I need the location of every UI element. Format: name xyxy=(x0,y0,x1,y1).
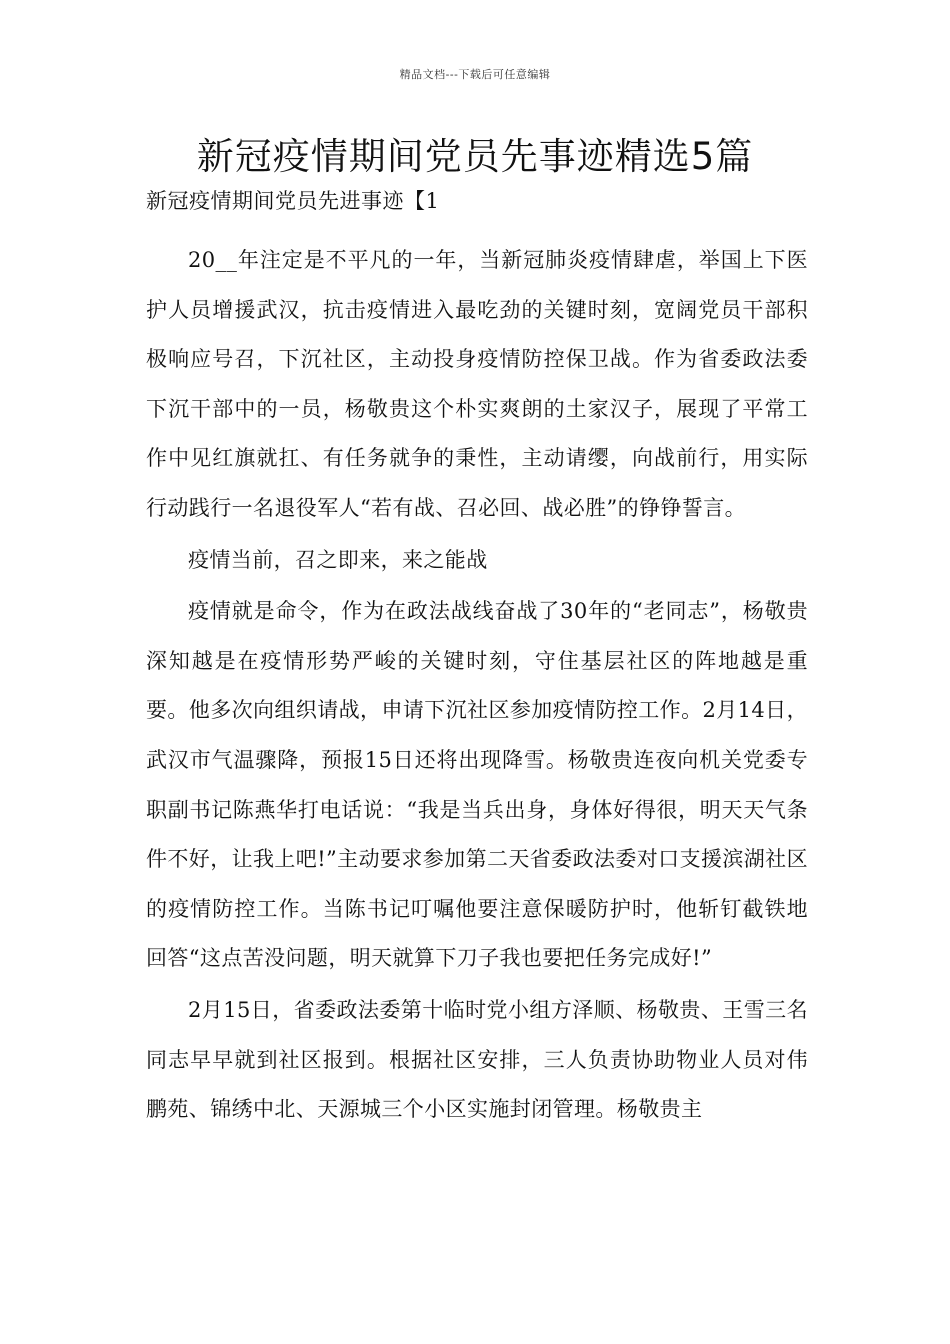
header-note: 精品文档---下载后可任意编辑 xyxy=(399,68,551,81)
document-title: 新冠疫情期间党员先事迹精选5篇 xyxy=(196,135,754,178)
paragraph-1: 20__年注定是不平凡的一年，当新冠肺炎疫情肆虐，举国上下医护人员增援武汉，抗击疫情进入最吃劲的关键时刻，宽阔党员干部积极响应号召，下沉社区，主动投身疫情防控保卫战。作为省委政法委下沉干部中的一员，杨敬贵这个朴实爽朗的土家汉子，展现了平常工作中见红旗就扛、有任务就争的秉性，主动请缨，向战前行，用实际行动践行一名退役军人“若有战、召必回、战必胜”的铮铮誓言。 xyxy=(146,248,808,520)
document-body xyxy=(146,186,808,1137)
paragraph-3: 2月15日，省委政法委第十临时党小组方泽顺、杨敬贵、王雪三名同志早早就到社区报到。根据社区安排，三人负责协助物业人员对伟鹏苑、锦绣中北、天源城三个小区实施封闭管理。杨敬贵主 xyxy=(146,997,808,1122)
paragraph-heading: 疫情当前，召之即来，来之能战 xyxy=(188,547,488,572)
section-subtitle: 新冠疫情期间党员先进事迹【1 xyxy=(146,189,440,213)
paragraph-2: 疫情就是命令，作为在政法战线奋战了30年的“老同志”，杨敬贵深知越是在疫情形势严峻的关键时刻，守住基层社区的阵地越是重要。他多次向组织请战，申请下沉社区参加疫情防控工作。2月14日，武汉市气温骤降，预报15日还将出现降雪。杨敬贵连夜向机关党委专职副书记陈燕华打电话说：“我是当兵出身，身体好得很，明天天气条件不好，让我上吧!”主动要求参加第二天省委政法委对口支援滨湖社区的疫情防控工作。当陈书记叮嘱他要注意保暖防护时，他斩钉截铁地回答“这点苦没问题，明天就算下刀子我也要把任务完成好!” xyxy=(146,599,808,971)
